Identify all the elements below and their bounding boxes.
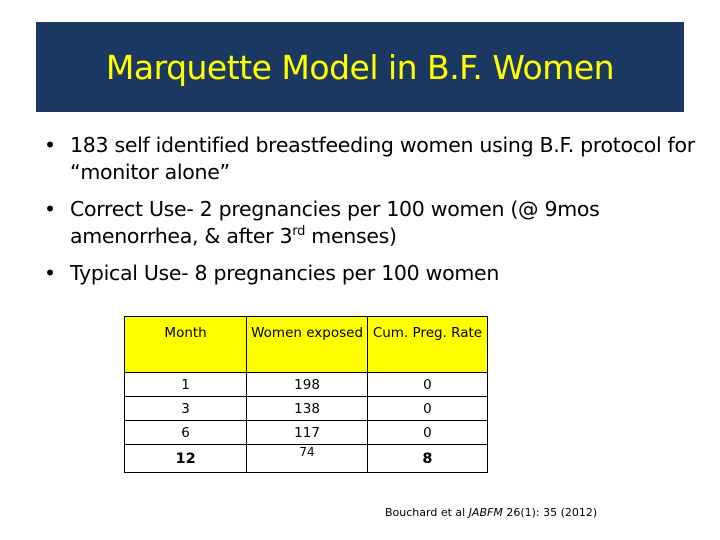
table-cell: 3: [125, 397, 247, 421]
table-cell: 138: [247, 397, 368, 421]
citation: [385, 506, 597, 519]
citation-journal: JABFM: [468, 506, 503, 519]
col-header-cum-preg-rate: Cum. Preg. Rate: [367, 317, 487, 373]
bullet-item: [44, 196, 704, 250]
pregnancy-rate-table: [124, 316, 488, 473]
bullet-text: Correct Use- 2 pregnancies per 100 women (@ 9mos amenorrhea, & after: [70, 197, 600, 248]
table-cell: 6: [125, 421, 247, 445]
bullet-item: [44, 260, 704, 287]
table-row: [125, 373, 488, 397]
table-row: [125, 421, 488, 445]
citation-authors: Bouchard et al: [385, 506, 469, 519]
col-header-women-exposed: Women exposed: [247, 317, 368, 373]
title-banner: [36, 22, 684, 112]
bullet-text-tail: menses): [305, 224, 397, 248]
table-cell: 0: [367, 397, 487, 421]
bullet-item: [44, 132, 704, 186]
table-cell: 8: [367, 445, 487, 473]
table-row: [125, 445, 488, 473]
table-cell: 74: [247, 445, 368, 473]
citation-details: 26(1): 35 (2012): [502, 506, 598, 519]
bullet-text-number: 3: [279, 224, 293, 248]
slide-title: Marquette Model in B.F. Women: [105, 47, 615, 87]
table-cell: 1: [125, 373, 247, 397]
table-cell: 198: [247, 373, 368, 397]
table-cell: 12: [125, 445, 247, 473]
col-header-month: Month: [125, 317, 247, 373]
ordinal-suffix: rd: [292, 224, 306, 240]
bullet-text: Typical Use- 8 pregnancies per 100 women: [70, 261, 500, 285]
table-cell: 117: [247, 421, 368, 445]
table-row: [125, 397, 488, 421]
bullet-text: 183 self identified breastfeeding women using B.F. protocol for “monitor alone”: [70, 133, 695, 184]
table-cell: 0: [367, 421, 487, 445]
bullet-list: [44, 132, 704, 297]
table-cell: 0: [367, 373, 487, 397]
table-header-row: [125, 317, 488, 373]
